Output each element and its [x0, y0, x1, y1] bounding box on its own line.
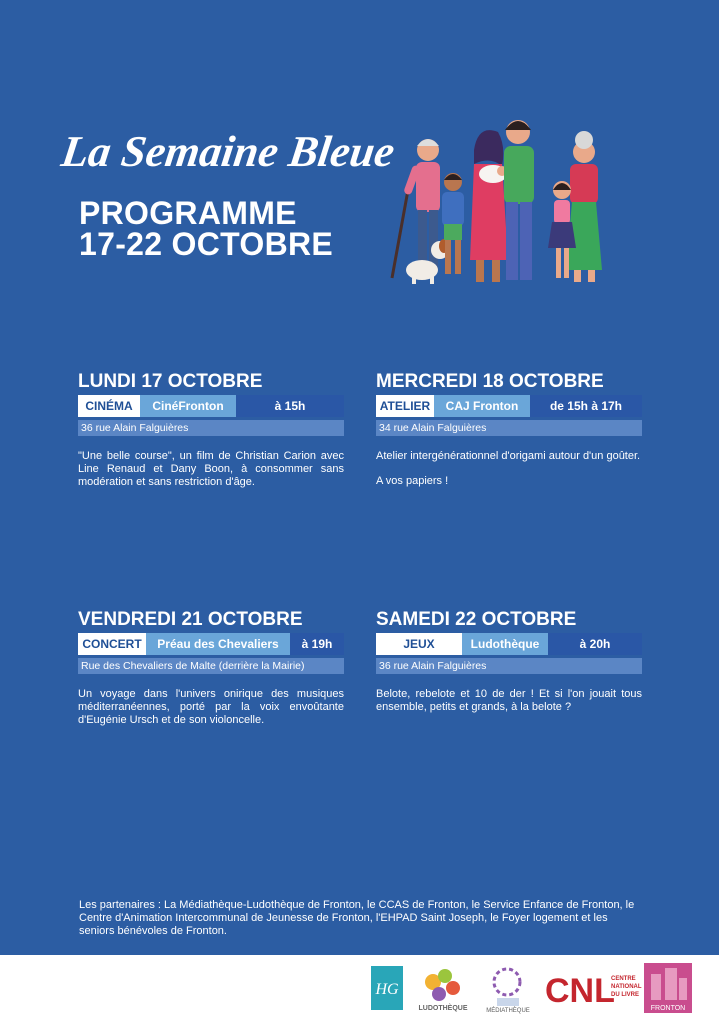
event-monday [78, 371, 344, 501]
grandfather-figure [392, 139, 440, 278]
event-wednesday [376, 371, 642, 500]
brand-text: La Semaine Bleue [58, 127, 398, 176]
event-friday [78, 609, 344, 739]
partner-logos [365, 960, 705, 1016]
program-line-2: 17-22 OCTOBRE [79, 226, 334, 262]
event-category: ATELIER [376, 395, 434, 417]
event-description [78, 450, 344, 489]
boy-figure [442, 173, 464, 274]
event-description [78, 688, 344, 727]
event-description-paragraph: Belote, rebelote et 10 de der ! Et si l'on jouait tous ensemble, petits et grands, à la belote ? [376, 688, 642, 713]
dog-figure [406, 239, 449, 284]
event-address: Rue des Chevaliers de Malte (derrière la Mairie) [78, 658, 344, 674]
event-info-bar [78, 633, 344, 655]
cnl-logo [545, 972, 642, 1010]
event-place: Ludothèque [462, 633, 548, 655]
event-address: 34 rue Alain Falguières [376, 420, 642, 436]
event-info-bar [376, 395, 642, 417]
svg-text:NATIONAL: NATIONAL [611, 984, 642, 990]
event-info-bar [376, 633, 642, 655]
event-description-paragraph: "Une belle course", un film de Christian Carion avec Line Renaud et Dany Boon, à consommer sans modération et sans restriction d'âge. [78, 450, 344, 488]
mother-figure [470, 130, 508, 282]
event-place: CinéFronton [140, 395, 236, 417]
svg-text:FRONTON: FRONTON [650, 1005, 686, 1012]
event-description [376, 450, 642, 488]
event-day: LUNDI 17 OCTOBRE [78, 371, 263, 392]
event-time: à 19h [290, 633, 344, 655]
event-description-paragraph: Un voyage dans l'univers onirique des musiques méditerranéennes, porté par la voix envoûtante d'Eugénie Ursch et de son violoncelle. [78, 688, 344, 726]
event-time: de 15h à 17h [530, 395, 642, 417]
event-time: à 20h [548, 633, 642, 655]
event-description-paragraph: Atelier intergénérationnel d'origami autour d'un goûter. [376, 450, 641, 462]
semaine-bleue-logo [58, 108, 398, 190]
svg-text:DU LIVRE: DU LIVRE [611, 992, 640, 998]
event-place: CAJ Fronton [434, 395, 530, 417]
event-address: 36 rue Alain Falguières [376, 658, 642, 674]
svg-text:LUDOTHÈQUE: LUDOTHÈQUE [418, 1005, 468, 1012]
ludotheque-logo [419, 969, 468, 1012]
event-description [376, 688, 642, 714]
event-description-paragraph: A vos papiers ! [376, 475, 449, 487]
program-line-1: PROGRAMME [79, 195, 297, 231]
program-title [79, 195, 334, 262]
grandmother-figure [566, 131, 602, 282]
svg-text:CENTRE: CENTRE [611, 976, 636, 982]
event-time: à 15h [236, 395, 344, 417]
event-category: JEUX [376, 633, 462, 655]
event-day: SAMEDI 22 OCTOBRE [376, 609, 577, 630]
fronton-logo [644, 963, 692, 1013]
event-address: 36 rue Alain Falguières [78, 420, 344, 436]
event-day: MERCREDI 18 OCTOBRE [376, 371, 604, 392]
family-illustration [378, 110, 623, 288]
hg-logo [371, 966, 403, 1010]
event-category: CONCERT [78, 633, 146, 655]
partners-text: Les partenaires : La Médiathèque-Ludothèque de Fronton, le CCAS de Fronton, le Service Enfance de Fronton, le Centre d'Animation Intercommunal de Jeunesse de Fronton, l'EHPAD Saint Joseph, le Foyer logement et les seniors bénévoles de Fronton. [79, 899, 635, 937]
event-category: CINÉMA [78, 395, 140, 417]
event-place: Préau des Chevaliers [146, 633, 290, 655]
mediatheque-logo [486, 969, 530, 1014]
svg-text:MÉDIATHÈQUE: MÉDIATHÈQUE [486, 1008, 530, 1014]
father-figure [504, 120, 534, 280]
svg-text:HG: HG [375, 981, 399, 998]
event-day: VENDREDI 21 OCTOBRE [78, 609, 303, 630]
event-info-bar [78, 395, 344, 417]
event-saturday [376, 609, 642, 726]
svg-text:CNL: CNL [545, 972, 615, 1010]
